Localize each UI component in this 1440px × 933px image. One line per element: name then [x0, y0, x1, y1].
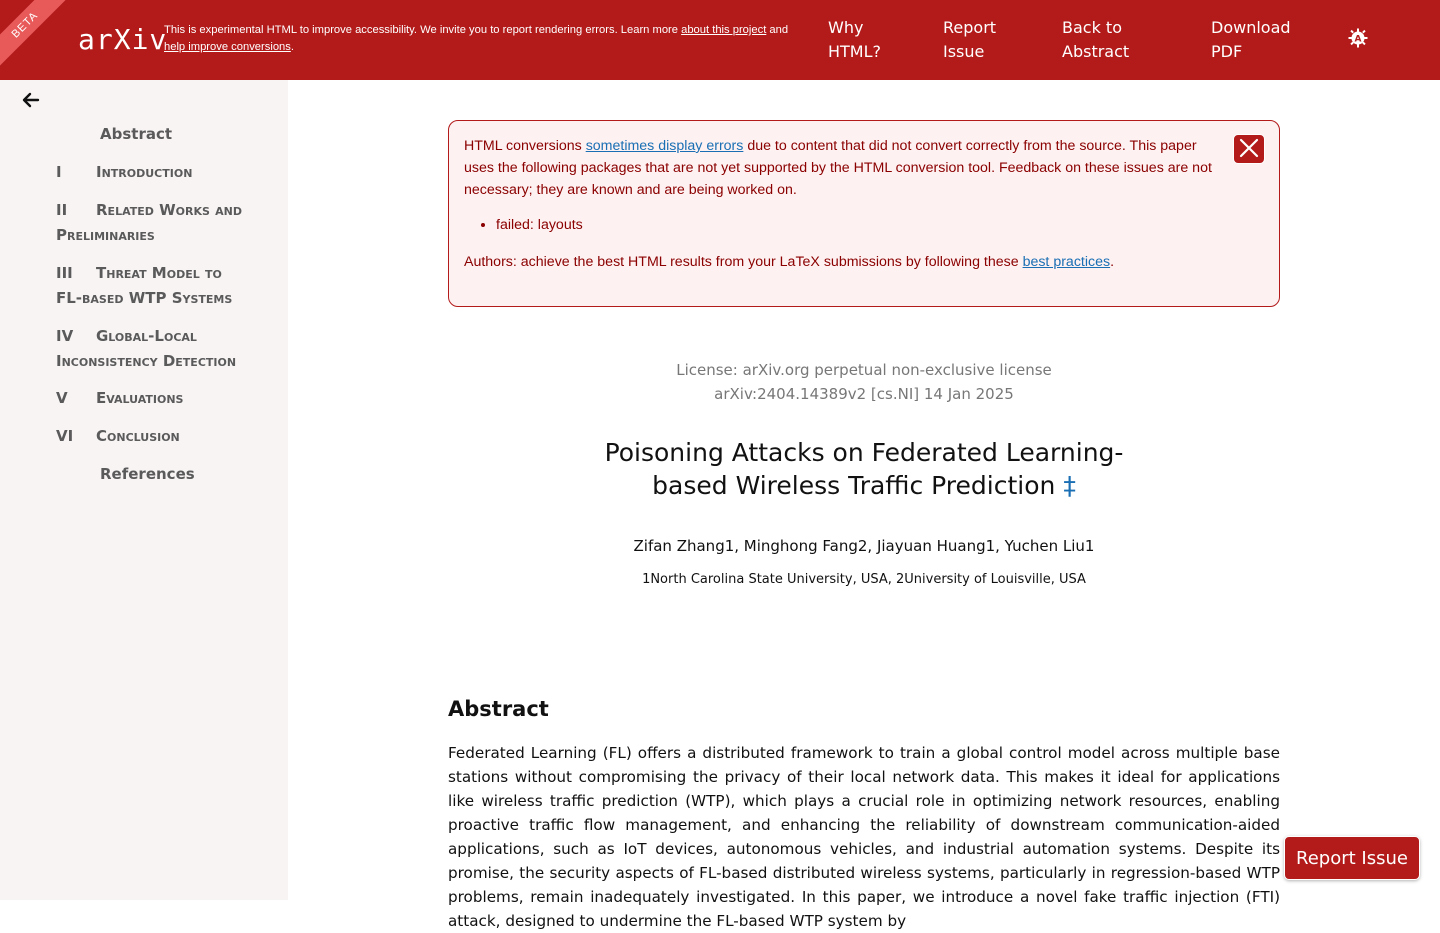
download-line1: Download — [1211, 18, 1291, 37]
paper-affiliations: 1North Carolina State University, USA, 2University of Louisville, USA — [642, 572, 1086, 587]
help-improve-link[interactable]: help improve conversions — [164, 41, 291, 53]
toc-item-conclusion[interactable] — [56, 424, 266, 449]
report-issue-floating-button[interactable]: Report Issue — [1284, 836, 1420, 880]
why-html-link[interactable] — [828, 16, 881, 64]
authors-advice — [464, 251, 1219, 273]
failed-packages-list — [496, 214, 1219, 236]
toc-label: Global-Local — [96, 327, 197, 345]
authors-advice-end: . — [1110, 254, 1115, 270]
title-line2: based Wireless Traffic Prediction — [652, 471, 1056, 500]
toc-label: Introduction — [96, 163, 193, 181]
why-html-line2: HTML? — [828, 42, 882, 61]
arxiv-logo[interactable] — [78, 22, 168, 58]
error-text-2: due to content that did not convert correctly from the source. This paper uses the following packages that are not yet supported by the HTML conversion tool. Feedback on these issues are not necessary; they are known and are being worked on. — [464, 138, 1212, 198]
authors-advice-text: Authors: achieve the best HTML results from your LaTeX submissions by following these — [464, 254, 1023, 270]
back-line1: Back to — [1062, 18, 1122, 37]
report-issue-line1: Report — [943, 18, 997, 37]
abstract-text: Federated Learning (FL) offers a distributed framework to train a global control model across multiple base stations without compromising the privacy of their local network data. This makes it ideal for applications like wireless traffic prediction (WTP), which plays a crucial role in optimizing network resources, enabling proactive traffic flow management, and enhancing the reliability of downstream communication-aided applications, such as IoT devices, autonomous vehicles, and industrial automation systems. Despite its promise, the security aspects of FL-based distributed wireless systems, particularly in regression-based WTP problems, remain inadequately investigated. In this paper, we introduce a novel fake traffic injection (FTI) attack, designed to undermine the FL-based WTP system by — [448, 744, 1280, 930]
close-error-button[interactable] — [1233, 134, 1265, 164]
toc-item-evaluations[interactable] — [56, 386, 266, 411]
back-arrow-icon[interactable] — [20, 90, 42, 110]
license-text: License: arXiv.org perpetual non-exclusive license — [676, 361, 1052, 379]
download-pdf-link[interactable] — [1211, 16, 1291, 64]
toc-label-cont: Inconsistency Detection — [56, 352, 237, 370]
error-text-1: HTML conversions — [464, 138, 586, 154]
toc-num: VI — [56, 427, 74, 445]
toc-item-threat-model[interactable] — [56, 261, 266, 311]
toc-label-cont: FL-based WTP Systems — [56, 289, 233, 307]
toc-label-cont: Preliminaries — [56, 226, 155, 244]
title-line1: Poisoning Attacks on Federated Learning- — [604, 438, 1124, 467]
beta-ribbon: BETA — [0, 0, 72, 72]
paper-authors: Zifan Zhang1, Minghong Fang2, Jiayuan Huang1, Yuchen Liu1 — [633, 537, 1095, 555]
title-footnote-mark[interactable]: ‡ — [1063, 471, 1076, 500]
toc-num: III — [56, 264, 73, 282]
failed-package-item: • failed: layouts — [496, 214, 1219, 236]
toc-label: Conclusion — [96, 427, 180, 445]
toc-item-references[interactable]: References — [100, 465, 195, 483]
toc-item-introduction[interactable] — [56, 160, 266, 185]
toc-item-related-works[interactable] — [56, 198, 266, 248]
svg-text:A: A — [1354, 34, 1362, 45]
notice-text: This is experimental HTML to improve accessibility. We invite you to report rendering errors. Learn more — [164, 24, 682, 36]
close-icon — [1234, 135, 1264, 163]
top-header — [0, 0, 1440, 80]
about-project-link[interactable]: about this project — [681, 24, 767, 36]
toc-num: IV — [56, 327, 74, 345]
toc-label: Evaluations — [96, 389, 184, 407]
download-line2: PDF — [1211, 42, 1243, 61]
toc-num: I — [56, 163, 62, 181]
arxiv-id: arXiv:2404.14389v2 [cs.NI] 14 Jan 2025 — [714, 385, 1014, 403]
arxiv-logo-text: arXiv — [78, 23, 168, 56]
report-issue-line2: Issue — [943, 42, 985, 61]
toc-sidebar — [0, 80, 288, 900]
experimental-notice — [164, 22, 814, 56]
why-html-line1: Why — [828, 18, 864, 37]
theme-toggle-icon[interactable] — [1348, 28, 1368, 48]
paper-license — [448, 358, 1280, 406]
report-issue-link[interactable] — [943, 16, 996, 64]
notice-end: . — [290, 41, 294, 53]
back-line2: Abstract — [1062, 42, 1130, 61]
toc-item-global-local[interactable] — [56, 324, 266, 374]
toc-num: II — [56, 201, 68, 219]
toc-label: Related Works and — [96, 201, 242, 219]
display-errors-link[interactable]: sometimes display errors — [585, 138, 744, 154]
error-message — [464, 135, 1219, 201]
notice-and: and — [766, 24, 789, 36]
conversion-error-box — [448, 120, 1280, 307]
back-to-abstract-link[interactable] — [1062, 16, 1129, 64]
best-practices-link[interactable]: best practices — [1022, 254, 1111, 270]
toc-label: Threat Model to — [96, 264, 222, 282]
toc-item-abstract[interactable]: Abstract — [100, 125, 173, 143]
toc-num: V — [56, 389, 68, 407]
paper-title — [560, 436, 1168, 502]
abstract-heading: Abstract — [448, 697, 549, 721]
